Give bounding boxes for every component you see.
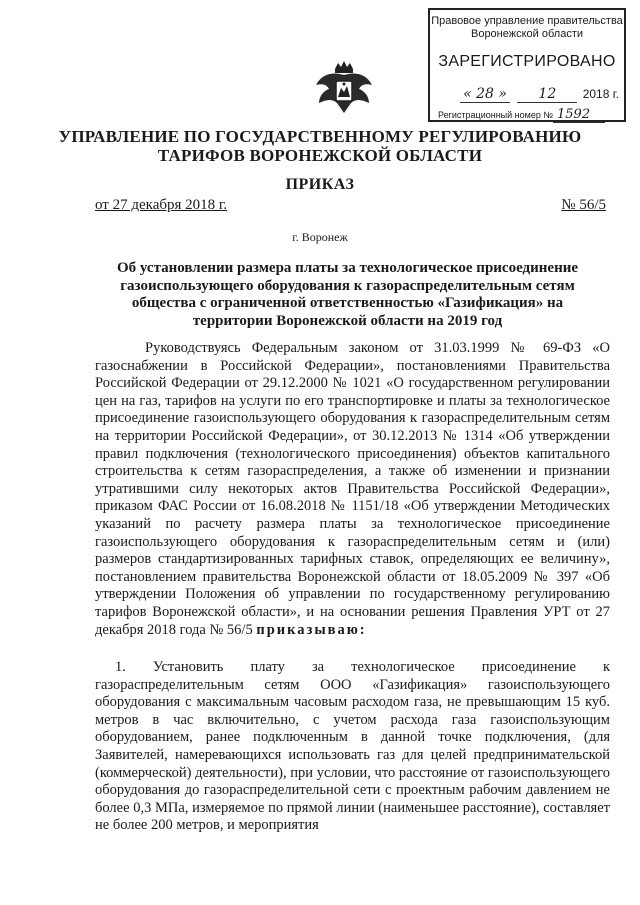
- stamp-reg-number-value: 1592: [557, 107, 591, 122]
- stamp-status: ЗАРЕГИСТРИРОВАНО: [438, 53, 616, 70]
- coat-of-arms-icon: [311, 55, 377, 121]
- stamp-org: Правовое управление правительства Воронежской области: [431, 15, 623, 40]
- preamble-paragraph: Руководствуясь Федеральным законом от 31.03.1999 № 69-ФЗ «О газоснабжении в Российской Федерации», постановлениями Правительства Российской Федерации от 29.12.2000 № 1021 «О государственном регулировании цен на газ, тарифов на услуги по его транспортировке и платы за технологическое присоединение газоиспользующего оборудования к газораспределительным сетям на территории Российской Федерации», от 30.12.2013 № 1314 «Об утверждении правил подключения (технологического присоединения) объектов капитального строительства к сетям газораспределения, а также об изменении и признании утратившими силу некоторых актов Правительства Российской Федерации», приказом ФАС России от 16.08.2018 № 1151/18 «Об утверждении Методических указаний по расчету размера платы за технологическое присоединение газоиспользующего оборудования к газораспределительным сетям и (или) размеров стандартизированных тарифных ставок, определяющих ее величину», постановлением правительства Воронежской области от 18.05.2009 № 397 «Об утверждении Положения об управлении по государственному регулированию тарифов Воронежской области», и на основании решения Правления УРТ от 27 декабря 2018 года № 56/5 приказываю:: [95, 340, 610, 638]
- order-date: от 27 декабря 2018 г.: [95, 197, 228, 213]
- stamp-reg-number: Регистрационный номер № 1592: [438, 107, 624, 123]
- orders-word: приказываю:: [256, 621, 367, 638]
- document-title: Об установлении размера платы за технологическое присоединение газоиспользующего оборудования к газораспределительным сетям общества с ограниченной ответственностью «Газификация» на территории Воронежской области на 2019 год: [116, 260, 579, 329]
- stamp-date: [460, 86, 620, 103]
- org-name: УПРАВЛЕНИЕ ПО ГОСУДАРСТВЕННОМУ РЕГУЛИРОВАНИЮ ТАРИФОВ ВОРОНЕЖСКОЙ ОБЛАСТИ: [58, 127, 582, 165]
- stamp-date-month: 12: [538, 86, 557, 102]
- city: г. Воронеж: [292, 230, 348, 244]
- order-number: № 56/5: [561, 197, 606, 213]
- stamp-date-year: 2018 г.: [582, 87, 619, 101]
- item-1-paragraph: 1. Установить плату за технологическое присоединение к газораспределительным сетям ООО «Газификация» газоиспользующего оборудования с максимальным часовым расходом газа, не превышающим 15 куб. метров в час включительно, с учетом расхода газа газоиспользующим оборудованием, ранее подключенным в данной точке подключения, (для Заявителей, намеревающихся использовать газ для целей предпринимательской (коммерческой) деятельности), при условии, что расстояние от газоиспользующего оборудования до газораспределительной сети с проектным рабочим давлением не более 0,3 МПа, измеряемое по прямой линии (наименьшее расстояние), составляет не более 200 метров, и мероприятия: [95, 659, 610, 834]
- registration-stamp: [428, 8, 626, 122]
- doc-type: ПРИКАЗ: [285, 176, 355, 193]
- stamp-date-day: « 28 »: [463, 86, 507, 102]
